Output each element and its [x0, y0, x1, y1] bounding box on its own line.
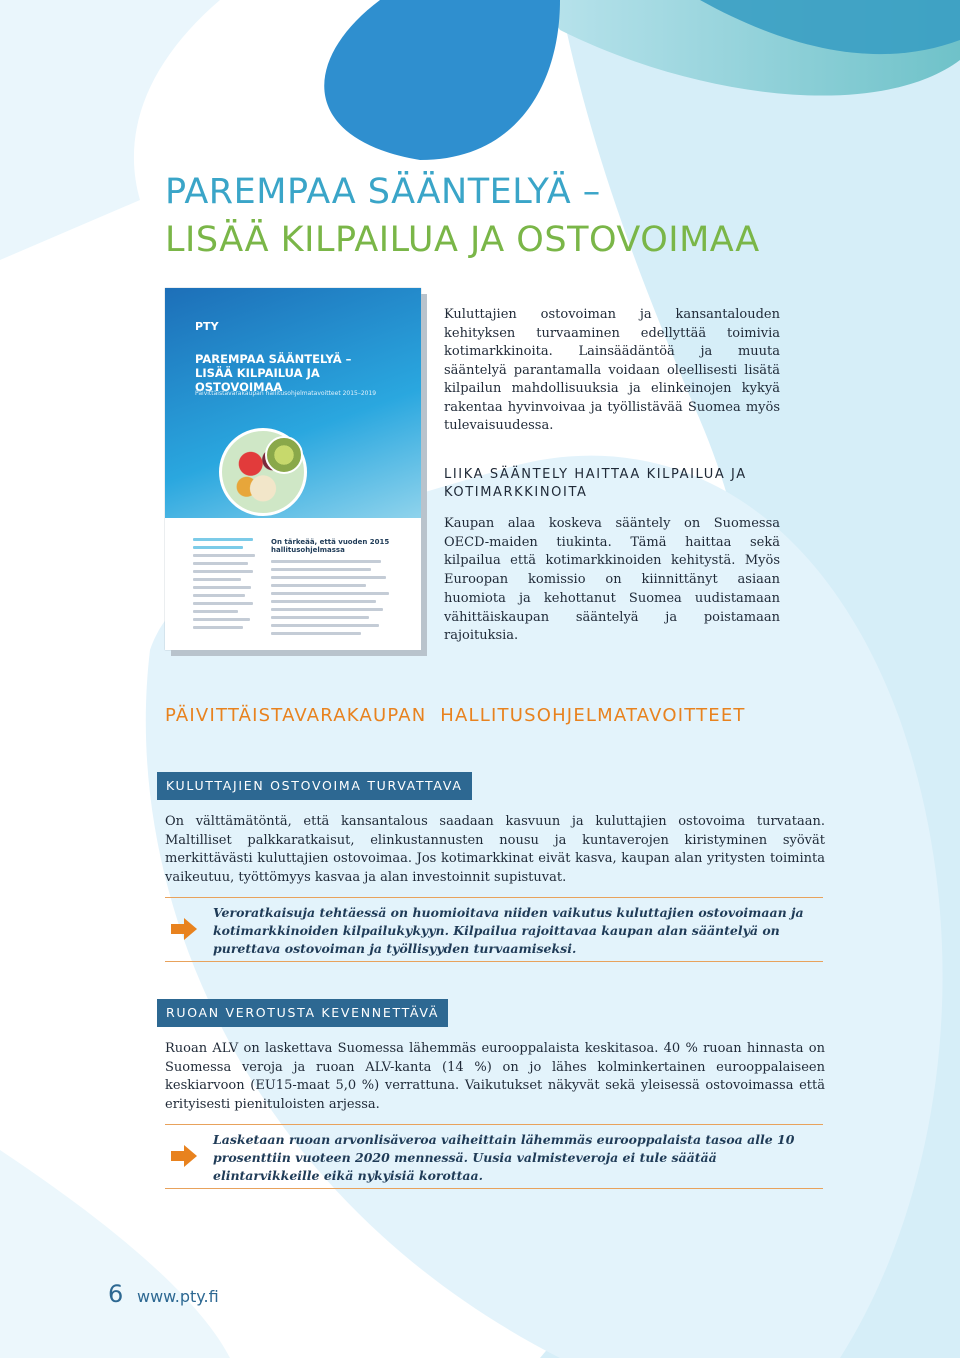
- cover-logo: PTY: [195, 320, 219, 333]
- page-number: 6: [108, 1280, 124, 1308]
- highlight-text-2: Lasketaan ruoan arvonlisäveroa vaiheittain lähemmäs eurooppalaista tasoa alle 10 prosenttiin vuoteen 2020 mennessä. Uusia valmisteveroja ei tule säätää elintarvikkeille eikä nykyisiä korottaa.: [213, 1132, 795, 1184]
- cover-food-photo-small: [265, 436, 303, 474]
- website-link[interactable]: www.pty.fi: [137, 1287, 219, 1306]
- cover-subtitle: Päivittäistavarakaupan hallitusohjelmatavoitteet 2015–2019: [195, 390, 377, 397]
- page-title-line2: LISÄÄ KILPAILUA JA OSTOVOIMAA: [165, 220, 760, 260]
- cover-title-line1: PAREMPAA SÄÄNTELYÄ –: [195, 352, 352, 366]
- section-heading-liika-saantely: LIIKA SÄÄNTELY HAITTAA KILPAILUA JA KOTIMARKKINOITA: [444, 467, 747, 500]
- section2-body: Ruoan ALV on laskettava Suomessa lähemmäs eurooppalaista keskitasoa. 40 % ruoan hinnasta on Suomessa veroja ja ruoan ALV-kanta (14 %) on jo lähes kolminkertainen eurooppalaiseen keskiarvoon (EU15-maat 5,0 %) verrattuna. Vaikutukset näkyvät sekä yleisessä ostovoimassa että erityisesti pienituloisten arjessa.: [165, 1041, 825, 1112]
- arrow-right-icon: [171, 1145, 197, 1167]
- cover-text-column-right: [271, 538, 395, 640]
- cover-title: [195, 352, 405, 394]
- cover-col2-heading: On tärkeää, että vuoden 2015 hallitusohjelmassa: [271, 538, 390, 554]
- highlight-box-2: [165, 1124, 823, 1189]
- section-liika-saantely-body: Kaupan alaa koskeva sääntely on Suomessa OECD-maiden tiukinta. Tämä haittaa sekä kilpailua että kotimarkkinoiden kehitystä. Myös Euroopan komissio on kiinnittänyt asiaan huomiota ja kehottanut Suomea uudistamaan vähittäiskaupan sääntelyä ja poistamaan rajoituksia.: [444, 516, 780, 644]
- banner-kuluttajien-ostovoima: KULUTTAJIEN OSTOVOIMA TURVATTAVA: [157, 772, 472, 800]
- page-title-line1: PAREMPAA SÄÄNTELYÄ –: [165, 172, 601, 212]
- intro-paragraph: Kuluttajien ostovoiman ja kansantalouden kehityksen turvaaminen edellyttää toimivia kotimarkkinoita. Lainsäädäntöä ja muuta sääntelyä parantamalla voidaan oleellisesti lisätä kilpailun mahdollisuuksia ja elinkeinojen kykyä rakentaa hyvinvoivaa ja työllistävää Suomea myös tulevaisuudessa.: [444, 307, 780, 433]
- arrow-right-icon: [171, 918, 197, 940]
- section1-body: On välttämätöntä, että kansantalous saadaan kasvuun ja kuluttajien ostovoima turvataan. Maltilliset palkkaratkaisut, elinkustannusten nousu ja kuntaverojen kiristyminen syövät merkittävästi kuluttajien ostovoimaa. Jos kotimarkkinat eivät kasva, kaupan alan yritysten toiminta vaikeutuu, työttömyys kasvaa ja alan investoinnit supistuvat.: [165, 814, 825, 885]
- main-section-heading: PÄIVITTÄISTAVARAKAUPAN HALLITUSOHJELMATAVOITTEET: [165, 705, 746, 726]
- highlight-box-1: [165, 897, 823, 962]
- cover-text-column-left: [193, 538, 259, 634]
- page-title: [165, 168, 865, 264]
- report-cover-image: [165, 288, 421, 650]
- banner-ruoan-verotus: RUOAN VEROTUSTA KEVENNETTÄVÄ: [157, 999, 448, 1027]
- highlight-text-1: Veroratkaisuja tehtäessä on huomioitava niiden vaikutus kuluttajien ostovoimaan ja kotimarkkinoiden kilpailukykyyn. Kilpailua rajoittavaa kaupan alan sääntelyä on purettava ostovoiman ja työllisyyden turvaamiseksi.: [213, 905, 804, 957]
- cover-title-line2: LISÄÄ KILPAILUA JA OSTOVOIMAA: [195, 366, 320, 394]
